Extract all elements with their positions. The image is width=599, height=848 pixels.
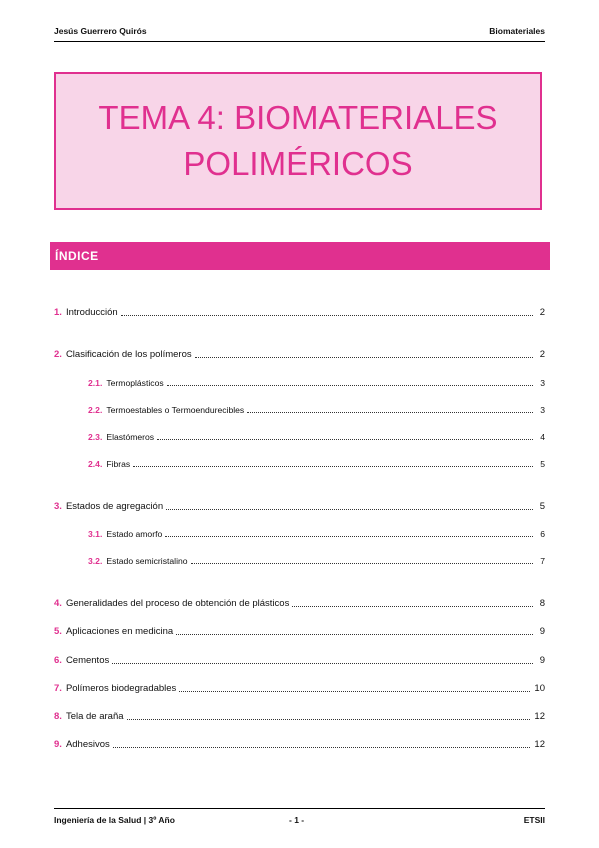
toc-leader [195,356,533,358]
toc-number: 7. [54,683,62,694]
title-box [54,72,542,210]
toc-leader [127,718,531,720]
page-header [54,26,545,40]
title-line-2: POLIMÉRICOS [183,145,413,182]
toc-subentry[interactable] [88,429,545,443]
toc-number: 2.4. [88,459,103,469]
toc-title: Estado semicristalino [106,556,188,566]
toc-number: 2.3. [88,432,103,442]
toc-title: Introducción [65,307,118,318]
toc-title: Elastómeros [106,432,155,442]
toc-number: 3. [54,501,62,512]
toc-title: Adhesivos [65,739,110,750]
toc-leader [133,465,533,467]
toc-page: 9 [539,626,545,637]
toc-subentry[interactable] [88,553,545,567]
toc-number: 3.1. [88,529,103,539]
footer-school: ETSII [523,815,545,825]
toc-entry[interactable] [54,737,545,751]
toc-title: Tela de araña [65,711,124,722]
toc-number: 3.2. [88,556,103,566]
toc-title: Clasificación de los polímeros [65,349,192,360]
header-divider [54,41,545,42]
header-subject: Biomateriales [489,26,545,36]
toc-leader [112,662,533,664]
toc-title: Polímeros biodegradables [65,683,177,694]
toc-page: 7 [540,556,545,566]
toc-number: 9. [54,739,62,750]
toc-title: Termoestables o Termoendurecibles [106,405,245,415]
toc-page: 12 [534,711,545,722]
toc-page: 12 [534,739,545,750]
toc-leader [121,314,533,316]
page-footer [54,815,545,829]
toc-subentry[interactable] [88,375,545,389]
toc-entry[interactable] [54,347,545,361]
toc-number: 4. [54,598,62,609]
index-heading-bar [50,242,550,270]
header-author: Jesús Guerrero Quirós [54,26,147,36]
toc-page: 2 [539,349,545,360]
toc-leader [191,562,533,564]
toc-title: Estados de agregación [65,501,164,512]
toc-page: 9 [539,655,545,666]
index-heading: ÍNDICE [55,249,99,263]
toc-title: Termoplásticos [106,378,164,388]
toc-number: 8. [54,711,62,722]
toc-leader [167,384,533,386]
toc-entry[interactable] [54,499,545,513]
toc-page: 6 [540,529,545,539]
toc-entry[interactable] [54,681,545,695]
toc-page: 10 [534,683,545,694]
toc-number: 6. [54,655,62,666]
toc-entry[interactable] [54,653,545,667]
toc-number: 2. [54,349,62,360]
toc-subentry[interactable] [88,456,545,470]
toc-entry[interactable] [54,596,545,610]
toc-page: 3 [540,378,545,388]
toc-number: 2.1. [88,378,103,388]
toc-leader [166,508,533,510]
toc-page: 5 [539,501,545,512]
footer-divider [54,808,545,809]
footer-page-number: - 1 - [289,815,305,825]
toc-leader [113,746,531,748]
toc-leader [292,605,533,607]
toc-page: 2 [539,307,545,318]
toc-page: 3 [540,405,545,415]
toc-leader [157,438,533,440]
toc-number: 1. [54,307,62,318]
toc-number: 5. [54,626,62,637]
toc-leader [247,411,533,413]
toc-title: Aplicaciones en medicina [65,626,174,637]
toc-page: 4 [540,432,545,442]
toc-subentry[interactable] [88,526,545,540]
toc-leader [179,690,530,692]
toc-entry[interactable] [54,305,545,319]
toc-leader [165,535,533,537]
toc-page: 8 [539,598,545,609]
toc-title: Estado amorfo [106,529,163,539]
toc-entry[interactable] [54,624,545,638]
toc-title: Cementos [65,655,110,666]
toc-entry[interactable] [54,709,545,723]
toc-title: Generalidades del proceso de obtención de plásticos [65,598,290,609]
toc-page: 5 [540,459,545,469]
toc-leader [176,633,533,635]
toc-title: Fibras [106,459,131,469]
footer-course: Ingeniería de la Salud | 3º Año [54,815,175,825]
toc-number: 2.2. [88,405,103,415]
title-line-1: TEMA 4: BIOMATERIALES [98,99,498,136]
toc-subentry[interactable] [88,402,545,416]
